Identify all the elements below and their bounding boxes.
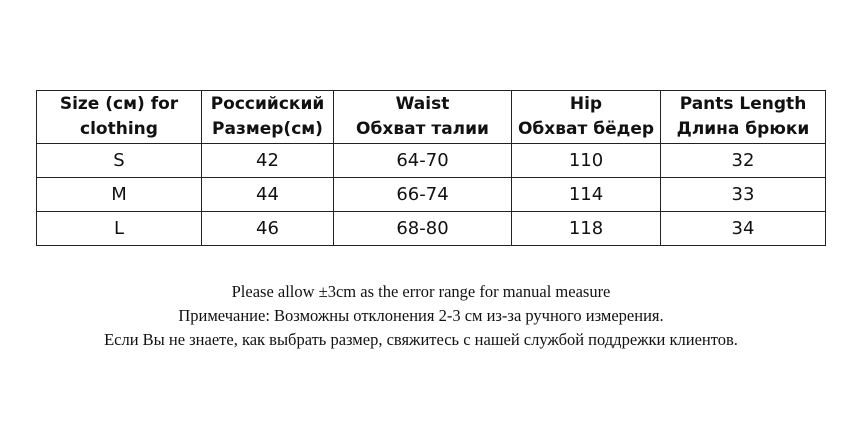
cell-pants-length: 34	[661, 212, 826, 246]
cell-waist: 68-80	[334, 212, 512, 246]
measurement-notes	[0, 280, 842, 352]
header-hip-line2: Обхват бёдер	[517, 119, 655, 139]
cell-hip: 110	[512, 144, 661, 178]
note-error-range-russian: Примечание: Возможны отклонения 2-3 см из-за ручного измерения.	[178, 306, 664, 325]
size-chart-table	[36, 90, 826, 246]
header-waist-line1: Waist	[395, 94, 450, 114]
header-russian-size	[202, 91, 334, 144]
header-waist-line2: Обхват талии	[356, 119, 489, 139]
note-error-range-english: Please allow ±3cm as the error range for manual measure	[231, 282, 611, 301]
cell-size: S	[37, 144, 202, 178]
note-contact-support: Если Вы не знаете, как выбрать размер, свяжитесь с нашей службой поддрежки клиентов.	[104, 330, 738, 349]
header-hip-line1: Hip	[569, 94, 603, 114]
table-row	[37, 178, 826, 212]
header-size	[37, 91, 202, 144]
cell-size: L	[37, 212, 202, 246]
header-russian-size-line1: Российский	[210, 94, 325, 114]
cell-pants-length: 33	[661, 178, 826, 212]
cell-russian-size: 46	[202, 212, 334, 246]
cell-hip: 114	[512, 178, 661, 212]
cell-waist: 64-70	[334, 144, 512, 178]
cell-waist: 66-74	[334, 178, 512, 212]
cell-russian-size: 44	[202, 178, 334, 212]
header-pants-length-line1: Pants Length	[679, 94, 807, 114]
header-pants-length-line2: Длина брюки	[676, 119, 810, 139]
header-russian-size-line2: Размер(см)	[212, 119, 323, 139]
table-row	[37, 212, 826, 246]
header-pants-length	[661, 91, 826, 144]
cell-russian-size: 42	[202, 144, 334, 178]
cell-size: M	[37, 178, 202, 212]
cell-hip: 118	[512, 212, 661, 246]
header-waist	[334, 91, 512, 144]
header-hip	[512, 91, 661, 144]
header-size-line1: Size (см) for	[59, 94, 179, 114]
header-size-line2: clothing	[80, 119, 158, 139]
cell-pants-length: 32	[661, 144, 826, 178]
table-header-row	[37, 91, 826, 144]
table-row	[37, 144, 826, 178]
